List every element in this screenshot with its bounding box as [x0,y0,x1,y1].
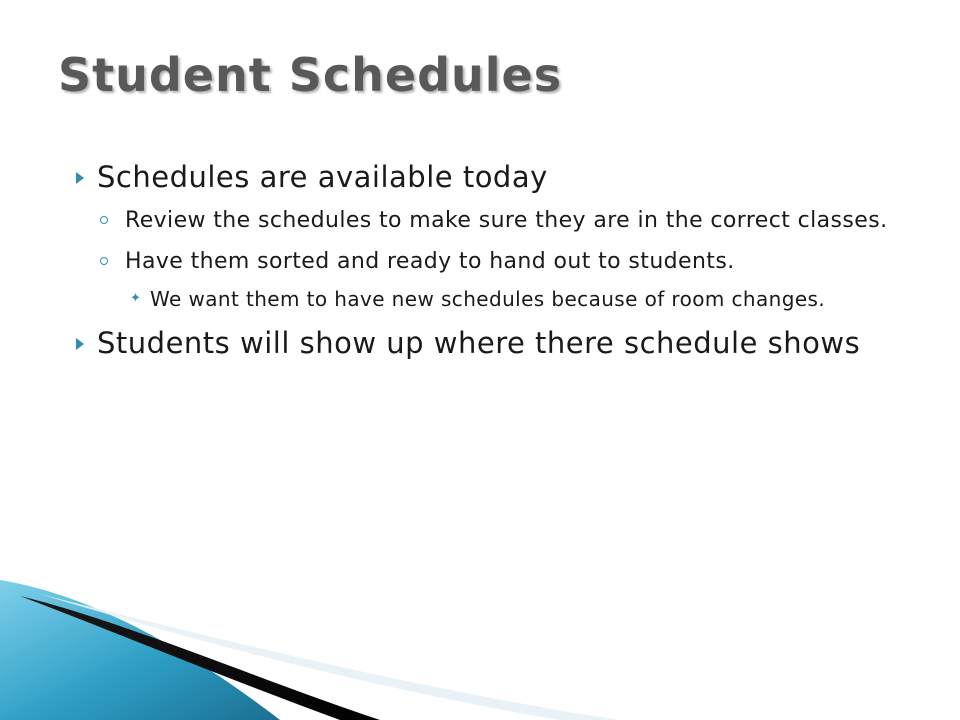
bullet-level2 [100,245,906,278]
bullet-text: We want them to have new schedules because of room changes. [150,287,826,311]
arrow-bullet-icon [76,338,84,350]
circle-bullet-icon [100,257,108,265]
bullet-level2 [100,204,906,237]
bullet-text: Students will show up where there schedule shows [97,326,861,360]
bullet-level3 [130,284,906,314]
diamond-bullet-icon: ✦ [130,291,142,306]
bullet-level1 [76,324,906,362]
bullet-text: Schedules are available today [97,160,548,194]
circle-bullet-icon [100,216,108,224]
decorative-wave [0,580,960,720]
bullet-text: Have them sorted and ready to hand out to students. [125,249,735,274]
slide-title: Student Schedules [58,48,563,102]
arrow-bullet-icon [76,172,84,184]
slide-body [76,158,906,362]
bullet-text: Review the schedules to make sure they are in the correct classes. [125,208,888,233]
bullet-level1 [76,158,906,196]
